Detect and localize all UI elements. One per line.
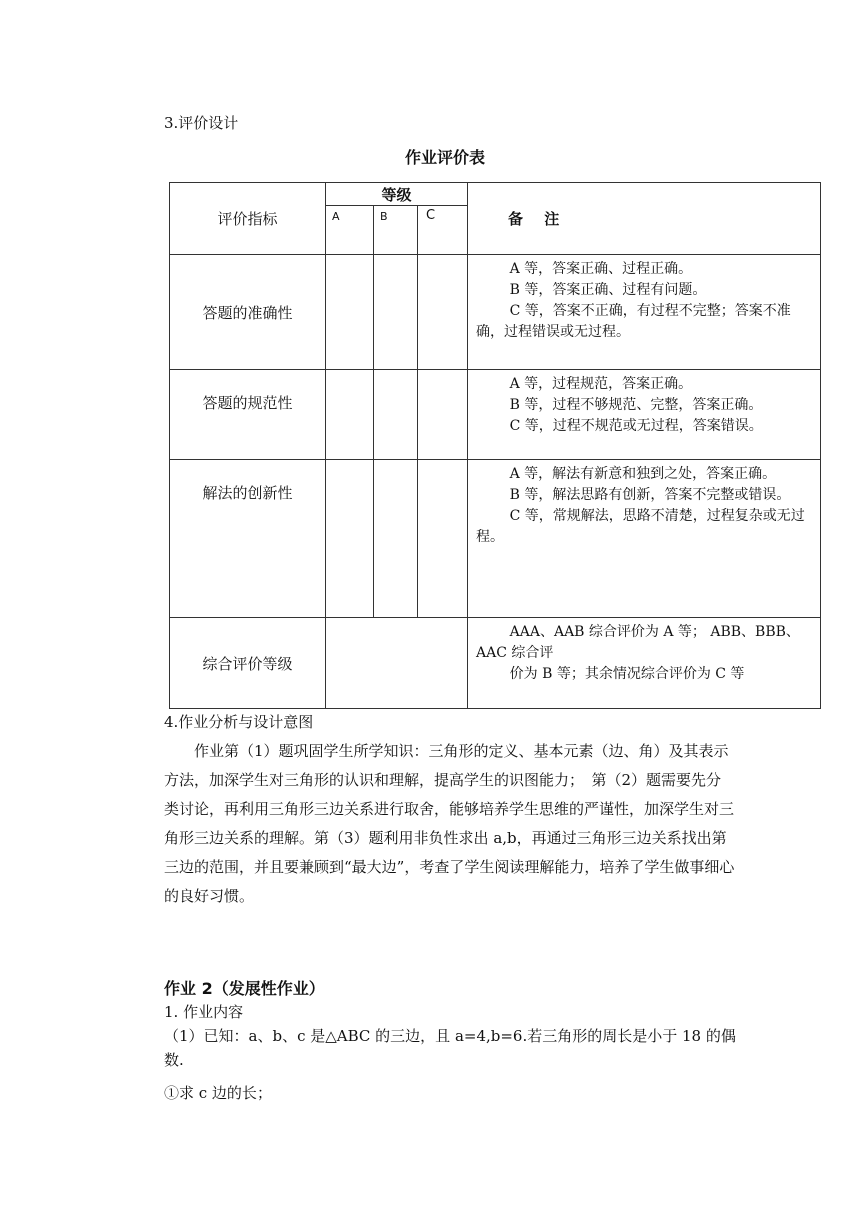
row-indicator: 答题的准确性 (170, 255, 326, 370)
section-3-heading: 3.评价设计 (164, 114, 239, 132)
grade-cell (326, 255, 374, 370)
grade-cell (418, 370, 468, 460)
homework-2-title: 作业 2（发展性作业） (164, 979, 325, 998)
grade-cell (326, 370, 374, 460)
row-note: A 等，解法有新意和独到之处，答案正确。 B 等，解法思路有创新，答案不完整或错误。 C 等，常规解法，思路不清楚，过程复杂或无过程。 (468, 460, 821, 618)
table-row (170, 460, 821, 618)
section-4-heading: 4.作业分析与设计意图 (164, 713, 314, 731)
section-4-body: 作业第（1）题巩固学生所学知识：三角形的定义、基本元素（边、角）及其表示方法，加深学生对三角形的认识和理解，提高学生的识图能力； 第（2）题需要先分类讨论，再利用三角形三边关系进行取舍，能够培养学生思维的严谨性，加深学生对三角形三边关系的理解。第（3）题利用非负性求出 a,b，再通过三角形三边关系找出第三边的范围，并且要兼顾到“最大边”，考查了学生阅读理解能力，培养了学生做事细心的良好习惯。 (164, 742, 735, 905)
grade-letter-c: C (418, 206, 468, 255)
grade-cell (374, 460, 418, 618)
grade-cell (326, 618, 468, 709)
grade-cell (418, 460, 468, 618)
row-note: A 等，过程规范，答案正确。 B 等，过程不够规范、完整，答案正确。 C 等，过程不规范或无过程，答案错误。 (468, 370, 821, 460)
grade-cell (418, 255, 468, 370)
table-row (170, 370, 821, 460)
grade-cell (326, 460, 374, 618)
table-row (170, 618, 821, 709)
table-title: 作业评价表 (404, 148, 485, 167)
grade-cell (374, 370, 418, 460)
row-indicator: 综合评价等级 (170, 618, 326, 709)
header-note: 备 注 (468, 183, 821, 255)
row-indicator: 答题的规范性 (170, 370, 326, 460)
row-note: A 等，答案正确、过程正确。 B 等，答案正确、过程有问题。 C 等，答案不正确，有过程不完整；答案不准确，过程错误或无过程。 (468, 255, 821, 370)
header-grade: 等级 (326, 183, 468, 206)
grade-letter-b: B (374, 206, 418, 255)
table-row (170, 255, 821, 370)
row-indicator: 解法的创新性 (170, 460, 326, 618)
row-note: AAA、AAB 综合评价为 A 等； ABB、BBB、AAC 综合评 价为 B 等；其余情况综合评价为 C 等 (468, 618, 821, 709)
grade-letter-a: A (326, 206, 374, 255)
grade-cell (374, 255, 418, 370)
homework-2-question-1: （1）已知：a、b、c 是△ABC 的三边，且 a=4,b=6.若三角形的周长是小于 18 的偶数. (164, 1027, 736, 1069)
evaluation-table (169, 182, 821, 709)
homework-2-question-1-sub: ①求 c 边的长； (164, 1084, 272, 1102)
header-indicator: 评价指标 (170, 183, 326, 255)
homework-2-item-1: 1. 作业内容 (164, 1003, 244, 1021)
